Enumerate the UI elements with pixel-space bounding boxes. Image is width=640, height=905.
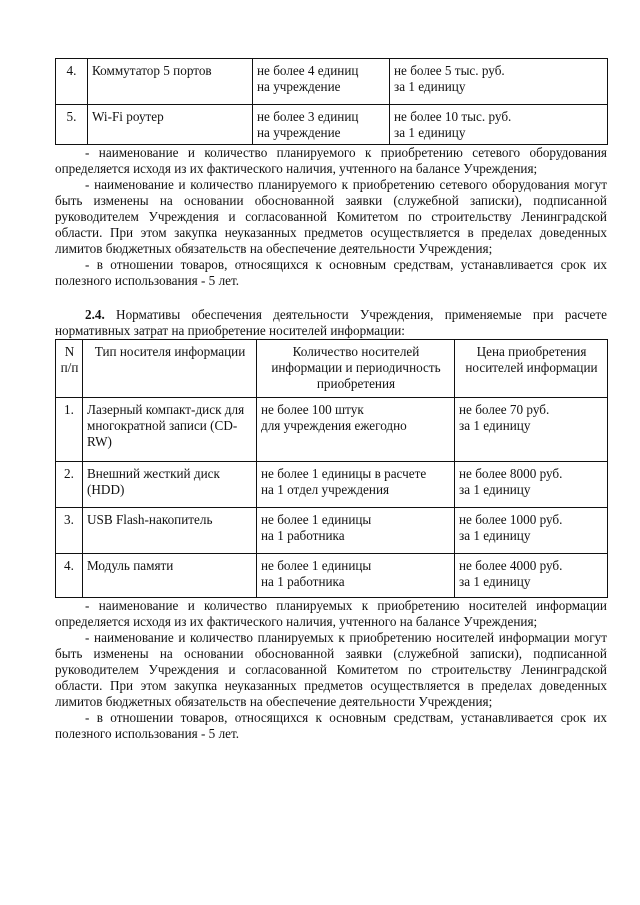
section-text: Нормативы обеспечения деятельности Учреждения, применяемые при расчете нормативных затрат на приобретение носителей информации:	[55, 307, 608, 338]
media-name: Внешний жесткий диск (HDD)	[83, 462, 257, 508]
quantity-line: для учреждения ежегодно	[261, 418, 407, 433]
equipment-name: Wi-Fi роутер	[88, 105, 253, 145]
quantity-cell	[253, 105, 390, 145]
table-row	[56, 398, 608, 462]
price-line: за 1 единицу	[459, 574, 531, 589]
header-number: N п/п	[56, 340, 83, 398]
quantity-cell	[257, 554, 455, 598]
row-number: 4.	[56, 59, 88, 105]
price-line: за 1 единицу	[459, 528, 531, 543]
quantity-cell	[257, 398, 455, 462]
quantity-line: не более 3 единиц	[257, 109, 359, 124]
media-name: USB Flash-накопитель	[83, 508, 257, 554]
quantity-line: на 1 отдел учреждения	[261, 482, 390, 497]
quantity-cell	[257, 462, 455, 508]
table-header-row	[56, 340, 608, 398]
price-line: не более 5 тыс. руб.	[394, 63, 505, 78]
header-media-type: Тип носителя информации	[83, 340, 257, 398]
paragraph: - наименование и количество планируемого к приобретению сетевого оборудования определяется исходя из их фактического наличия, учтенного на балансе Учреждения;	[55, 145, 607, 176]
price-cell	[390, 59, 608, 105]
price-line: не более 10 тыс. руб.	[394, 109, 512, 124]
price-cell	[455, 554, 608, 598]
quantity-cell	[257, 508, 455, 554]
table-row	[56, 554, 608, 598]
media-name: Лазерный компакт-диск для многократной записи (CD-RW)	[83, 398, 257, 462]
equipment-name: Коммутатор 5 портов	[88, 59, 253, 105]
table-row	[56, 105, 608, 145]
price-line: не более 4000 руб.	[459, 558, 563, 573]
section-heading	[55, 307, 607, 339]
row-number: 4.	[56, 554, 83, 598]
table-row	[56, 508, 608, 554]
price-line: не более 8000 руб.	[459, 466, 563, 481]
quantity-line: на 1 работника	[261, 528, 345, 543]
price-line: за 1 единицу	[394, 125, 466, 140]
quantity-line: не более 100 штук	[261, 402, 364, 417]
price-line: не более 1000 руб.	[459, 512, 563, 527]
paragraph: - наименование и количество планируемого к приобретению сетевого оборудования могут быть изменены на основании обоснованной заявки (служебной записки), подписанной руководителем Учреждения и согласованной Комитетом по строительству Ленинградской области. При этом закупка неуказанных предметов осуществляется в пределах доведенных лимитов бюджетных обязательств на обеспечение деятельности Учреждения;	[55, 177, 607, 256]
table-row	[56, 59, 608, 105]
quantity-cell	[253, 59, 390, 105]
network-equipment-table	[55, 58, 608, 145]
paragraph: - наименование и количество планируемых к приобретению носителей информации определяется исходя из их фактического наличия, учтенного на балансе Учреждения;	[55, 598, 607, 629]
price-cell	[390, 105, 608, 145]
paragraph: - в отношении товаров, относящихся к основным средствам, устанавливается срок их полезного использования - 5 лет.	[55, 257, 607, 288]
storage-media-table	[55, 339, 608, 598]
price-line: не более 70 руб.	[459, 402, 550, 417]
quantity-line: на 1 работника	[261, 574, 345, 589]
price-line: за 1 единицу	[459, 418, 531, 433]
price-cell	[455, 462, 608, 508]
price-line: за 1 единицу	[459, 482, 531, 497]
row-number: 2.	[56, 462, 83, 508]
row-number: 1.	[56, 398, 83, 462]
quantity-line: не более 1 единицы в расчете	[261, 466, 427, 481]
paragraph: - в отношении товаров, относящихся к основным средствам, устанавливается срок их полезного использования - 5 лет.	[55, 710, 607, 741]
quantity-line: на учреждение	[257, 79, 341, 94]
paragraph: - наименование и количество планируемых к приобретению носителей информации могут быть изменены на основании обоснованной заявки (служебной записки), подписанной руководителем Учреждения и согласованной Комитетом по строительству Ленинградской области. При этом закупка неуказанных предметов осуществляется в пределах доведенных лимитов бюджетных обязательств на обеспечение деятельности Учреждения;	[55, 630, 607, 709]
quantity-line: на учреждение	[257, 125, 341, 140]
quantity-line: не более 1 единицы	[261, 512, 372, 527]
header-price: Цена приобретения носителей информации	[455, 340, 608, 398]
price-cell	[455, 508, 608, 554]
price-cell	[455, 398, 608, 462]
media-name: Модуль памяти	[83, 554, 257, 598]
price-line: за 1 единицу	[394, 79, 466, 94]
section-number: 2.4.	[85, 307, 105, 322]
table-row	[56, 462, 608, 508]
row-number: 3.	[56, 508, 83, 554]
header-quantity: Количество носителей информации и периодичность приобретения	[257, 340, 455, 398]
quantity-line: не более 1 единицы	[261, 558, 372, 573]
quantity-line: не более 4 единиц	[257, 63, 359, 78]
row-number: 5.	[56, 105, 88, 145]
document-page	[55, 58, 607, 742]
